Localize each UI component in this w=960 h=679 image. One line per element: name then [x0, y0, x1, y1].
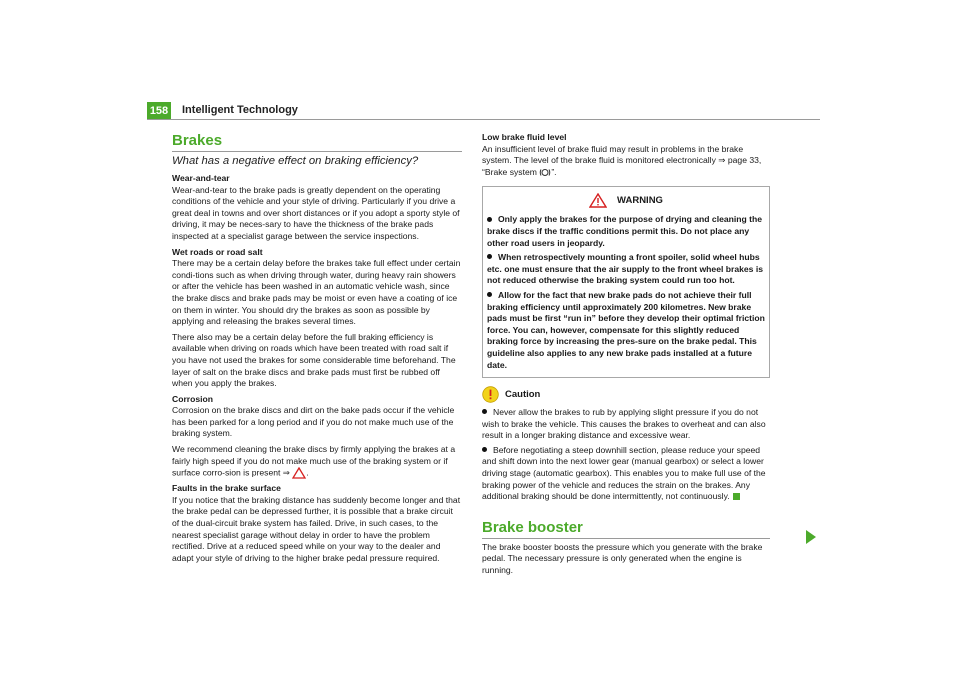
- faults-heading: Faults in the brake surface: [172, 483, 281, 494]
- wear-paragraph: Wear-and-tear to the brake pads is greatly dependent on the operating conditions of the vehicle and your style of driving. Particularly if you drive a great deal in towns and over short distances or if you adopt a sporty style of driving, it may be neces-sary to have the thickness of the brake pads inspected at a specialist garage between the service inspections.: [172, 184, 460, 241]
- bullet-icon: [487, 217, 492, 222]
- caution-item-text: Never allow the brakes to rub by applying slight pressure if you do not wish to brake the vehicle. This causes the brakes to overheat and can also result in a longer braking distance and excessive wear.: [482, 407, 766, 441]
- running-title: Intelligent Technology: [182, 104, 298, 116]
- warning-item: [487, 252, 765, 287]
- corrosion-heading: Corrosion: [172, 393, 214, 404]
- brake-fluid-heading: Low brake fluid level: [482, 132, 567, 142]
- section-title-brakes: Brakes: [172, 132, 462, 152]
- section-title-brake-booster: Brake booster: [482, 519, 770, 539]
- warning-triangle-icon: [589, 193, 607, 208]
- wet-roads-paragraph-2: There also may be a certain delay before the full braking efficiency is available when driving on roads which have been treated with road salt if you have not used the brakes for some considerable time beforehand. The layer of salt on the brake discs and brake pads must first be rubbed off when you apply the brakes.: [172, 331, 456, 389]
- bullet-icon: [487, 254, 492, 259]
- faults-paragraph: If you notice that the braking distance has suddenly become longer and that the brake pedal can be depressed further, it is possible that a brake circuit of the dual-circuit brake system has failed. Drive, in such cases, to the nearest specialist garage without delay in order to have the problem rectified. Drive at a reduced speed while on your way to the dealer and adapt your style of driving to the higher brake pedal pressure required.: [172, 494, 461, 563]
- end-marker-icon: [733, 493, 740, 500]
- warning-header: [487, 193, 765, 208]
- page-number: 158: [147, 102, 171, 120]
- caution-title: Caution: [505, 389, 541, 401]
- caution-item-text: Before negotiating a steep downhill section, please reduce your speed and shift down into the next lower gear (manual gearbox) or select a lower driving stage (automatic gearbox). This enables you to make full use of the braking power of the vehicle and reduces the strain on the brakes. Any additional braking should be done intermittently, not continuously.: [482, 444, 766, 502]
- brake-fluid-text: An insufficient level of brake fluid may result in problems in the brake system. The level of the brake fluid is monitored electronically ⇒ page 33, “Brake system: [482, 143, 762, 177]
- wet-roads-heading: Wet roads or road salt: [172, 246, 263, 257]
- warning-item: [487, 290, 765, 371]
- warning-triangle-icon[interactable]: [292, 467, 306, 479]
- caution-header: [482, 386, 770, 403]
- warning-title: WARNING: [617, 195, 663, 207]
- caution-item: [482, 445, 770, 503]
- header-divider: [147, 119, 820, 120]
- left-column: [172, 132, 462, 568]
- corrosion-paragraph-2-text: We recommend cleaning the brake discs by firmly applying the brakes at a fairly high speed if you do not make much use of the braking system or if surface corro-sion is present ⇒: [172, 444, 456, 478]
- wear-heading: Wear-and-tear: [172, 173, 230, 183]
- warning-item-text: Allow for the fact that new brake pads do not achieve their full braking efficiency until approximately 200 kilometres. New brake pads must be first “run in” before they develop their optimal friction force. You can, however, compensate for this slightly reduced braking force by increasing the pres-sure on the brake pedal. This guideline also applies to any new brake pads installed at a future date.: [487, 289, 765, 370]
- brake-booster-paragraph: The brake booster boosts the pressure which you generate with the brake pedal. The necessary pressure is only generated when the engine is running.: [482, 541, 763, 576]
- corrosion-paragraph-1: Corrosion on the brake discs and dirt on the bake pads occur if the vehicle has been parked for a long period and if you do not make much use of the braking system.: [172, 405, 455, 439]
- right-column: [482, 132, 770, 581]
- brake-fluid-text-end: ”.: [551, 166, 557, 177]
- warning-item-text: When retrospectively mounting a front spoiler, solid wheel hubs etc. one must ensure that the air supply to the front wheel brakes is not reduced otherwise the braking system could run too hot.: [487, 252, 764, 286]
- brake-fluid-paragraph: [482, 144, 770, 179]
- wet-roads-paragraph-1: There may be a certain delay before the brakes take full effect under certain condi-tions such as when driving through water, during heavy rain showers or after the vehicle has been washed in an automatic vehicle wash, since the brake discs and brake pads may be moist or even have a coating of ice on them in winter. You should dry the brakes as soon as possible by applying and releasing the brakes several times.: [172, 258, 461, 327]
- bullet-icon: [487, 292, 492, 297]
- next-page-arrow-icon[interactable]: [806, 530, 816, 544]
- warning-box: [482, 186, 770, 378]
- bullet-icon: [482, 447, 487, 452]
- caution-exclamation-icon: [482, 386, 499, 403]
- brake-system-icon: [539, 168, 551, 177]
- warning-item: [487, 214, 765, 249]
- warning-item-text: Only apply the brakes for the purpose of drying and cleaning the brake discs if the traffic conditions permit this. Do not place any other road users in jeopardy.: [487, 214, 763, 248]
- corrosion-paragraph-2: We recommend cleaning the brake discs by firmly applying the brakes at a fairly high speed if you do not make much use of the braking system or if surface corro-sion is present ⇒ .: [172, 444, 456, 478]
- section-subtitle: What has a negative effect on braking efficiency?: [172, 155, 419, 167]
- bullet-icon: [482, 409, 487, 414]
- caution-item: [482, 407, 770, 442]
